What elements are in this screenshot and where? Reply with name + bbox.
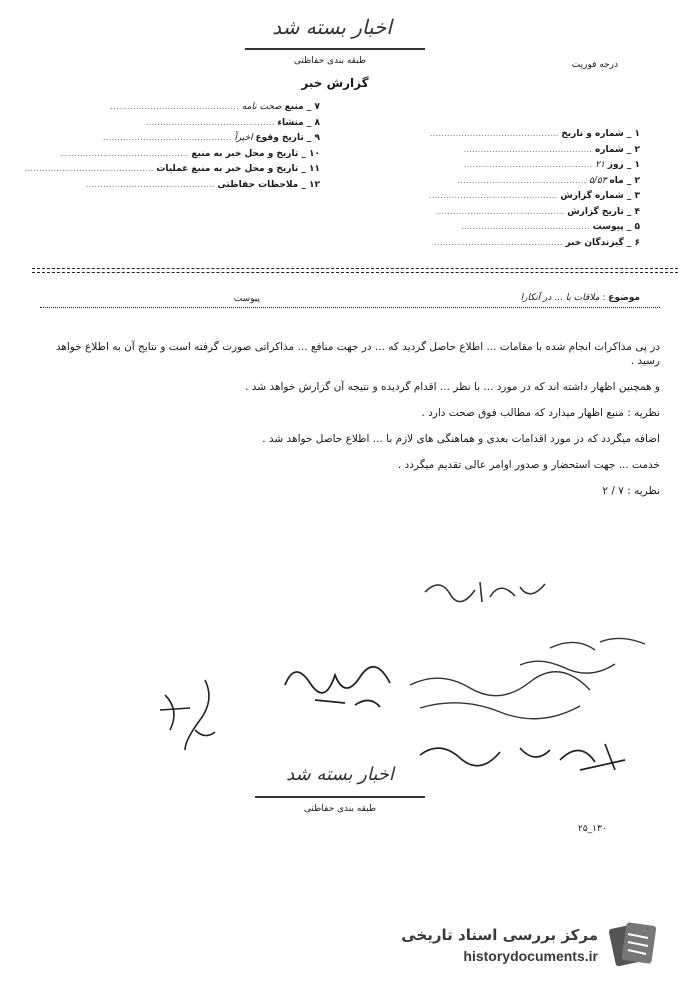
subject-value: ملاقات با ... در آنکارا <box>520 293 600 303</box>
bottom-stamp-underline <box>255 796 425 798</box>
report-paragraph: اضافه میگردد که در مورد اقدامات بعدی و هماهنگی های لازم با ... اطلاع حاصل خواهد شد . <box>262 433 660 445</box>
left-field-value: صحت نامه <box>241 102 282 112</box>
right-field-label: ۱ _ شماره و تاریخ <box>561 129 640 139</box>
right-field-row <box>340 127 640 141</box>
right-field-dots: ............................................. <box>435 206 565 217</box>
margin-signature-left <box>145 670 225 760</box>
left-field-dots: ............................................. <box>102 133 235 143</box>
footer-watermark <box>340 920 660 970</box>
left-field-dots: ............................................. <box>145 117 275 128</box>
bottom-stamp: اخبار بسته شد <box>286 764 394 785</box>
left-field-dots: ............................................. <box>110 102 242 112</box>
left-field-row <box>20 147 320 161</box>
left-field-dots: ............................................. <box>59 148 189 159</box>
left-field-dots: ............................................. <box>24 164 154 174</box>
subject-line: موضوع : ملاقات با ... در آنکارا <box>520 293 640 303</box>
right-field-value: ۵/۵۳ <box>589 175 607 186</box>
separator-rule <box>32 268 678 269</box>
left-field-label: ۱۰ _ تاریخ و محل خبر به منبع <box>191 148 320 159</box>
report-paragraph: در پی مذاکرات انجام شده با مقامات ... اطلاع حاصل گردید که ... در جهت منافع ... مذاکراتی صورت گرفته است و نتایج آن به اطلاع خواهد رسید . <box>55 341 660 367</box>
right-field-label: ۲ _ ماه <box>609 175 640 186</box>
left-field-label: ۷ _ منبع <box>284 102 320 112</box>
report-paragraph: نظریه : ۷ / ۲ <box>602 485 660 497</box>
right-field-row <box>340 236 640 250</box>
report-paragraph: خدمت ... جهت استحضار و صدور اوامر عالی تقدیم میگردد . <box>397 459 660 471</box>
handwritten-note-middle <box>400 630 660 730</box>
right-field-dots: ............................................. <box>463 160 596 170</box>
footer-org-name: مرکز بررسی اسناد تاریخی <box>401 926 598 944</box>
left-field-row <box>20 131 320 145</box>
subject-rule <box>40 307 660 308</box>
left-field-label: ۱۲ _ ملاحظات حفاظتی <box>217 179 320 190</box>
right-field-row <box>340 158 640 172</box>
classification-label: طبقه بندی حفاظتی <box>293 56 367 66</box>
right-field-dots: ............................................. <box>428 191 558 201</box>
footer-url: historydocuments.ir <box>463 948 598 964</box>
left-field-label: ۱۱ _ تاریخ و محل خبر به منبع عملیات <box>156 164 320 174</box>
separator-rule <box>32 272 678 273</box>
right-field-dots: ............................................. <box>429 129 559 139</box>
right-field-label: ۶ _ گیرندگان خبر <box>565 237 640 248</box>
handwritten-note-top <box>420 572 550 612</box>
subject-label: موضوع <box>608 293 640 303</box>
right-field-row <box>340 220 640 234</box>
right-field-dots: ............................................. <box>463 144 593 155</box>
report-paragraph: نظریه : منبع اظهار میدارد که مطالب فوق صحت دارد . <box>421 407 660 419</box>
left-field-row <box>20 100 320 114</box>
report-paragraph: و همچنین اظهار داشته اند که در مورد ... با نظر ... اقدام گردیده و نتیجه آن گزارش خواهد شد . <box>245 381 660 393</box>
right-field-row <box>340 205 640 219</box>
left-field-label: ۸ _ منشاء <box>277 117 320 128</box>
right-field-label: ۵ _ پیوست <box>592 222 640 232</box>
right-field-dots: ............................................. <box>461 222 590 232</box>
right-field-row <box>340 189 640 203</box>
left-field-dots: ............................................. <box>85 179 215 190</box>
bottom-classification-label: طبقه بندی حفاظتی <box>303 804 377 814</box>
right-field-value: ۲۱ <box>595 160 605 170</box>
left-field-row <box>20 162 320 176</box>
top-stamp-underline <box>245 48 425 50</box>
right-field-label: ۲ _ شماره <box>594 144 640 155</box>
top-stamp: اخبار بسته شد <box>272 15 392 39</box>
left-field-row <box>20 178 320 192</box>
priority-label: درجه فوریت <box>571 60 618 70</box>
handwritten-note-bottom <box>410 730 630 780</box>
left-field-label: ۹ _ تاریخ وقوع <box>255 133 320 143</box>
right-field-row <box>340 143 640 157</box>
right-field-label: ۴ _ تاریخ گزارش <box>567 206 640 217</box>
signature <box>275 655 405 715</box>
right-field-row <box>340 174 640 188</box>
report-body <box>50 340 660 510</box>
right-field-dots: ............................................. <box>457 175 590 186</box>
right-field-label: ۳ _ شماره گزارش <box>560 191 640 201</box>
form-title: گزارش خبر <box>301 76 369 90</box>
right-field-label: ۱ _ روز <box>607 160 640 170</box>
attachment-label: پیوست <box>233 294 260 304</box>
archive-logo-icon <box>608 920 660 970</box>
left-field-row <box>20 116 320 130</box>
right-field-dots: ............................................. <box>433 237 563 248</box>
page-code: ۲۵_۱۳۰ <box>578 824 607 834</box>
left-field-value: اخیراً <box>234 133 253 143</box>
